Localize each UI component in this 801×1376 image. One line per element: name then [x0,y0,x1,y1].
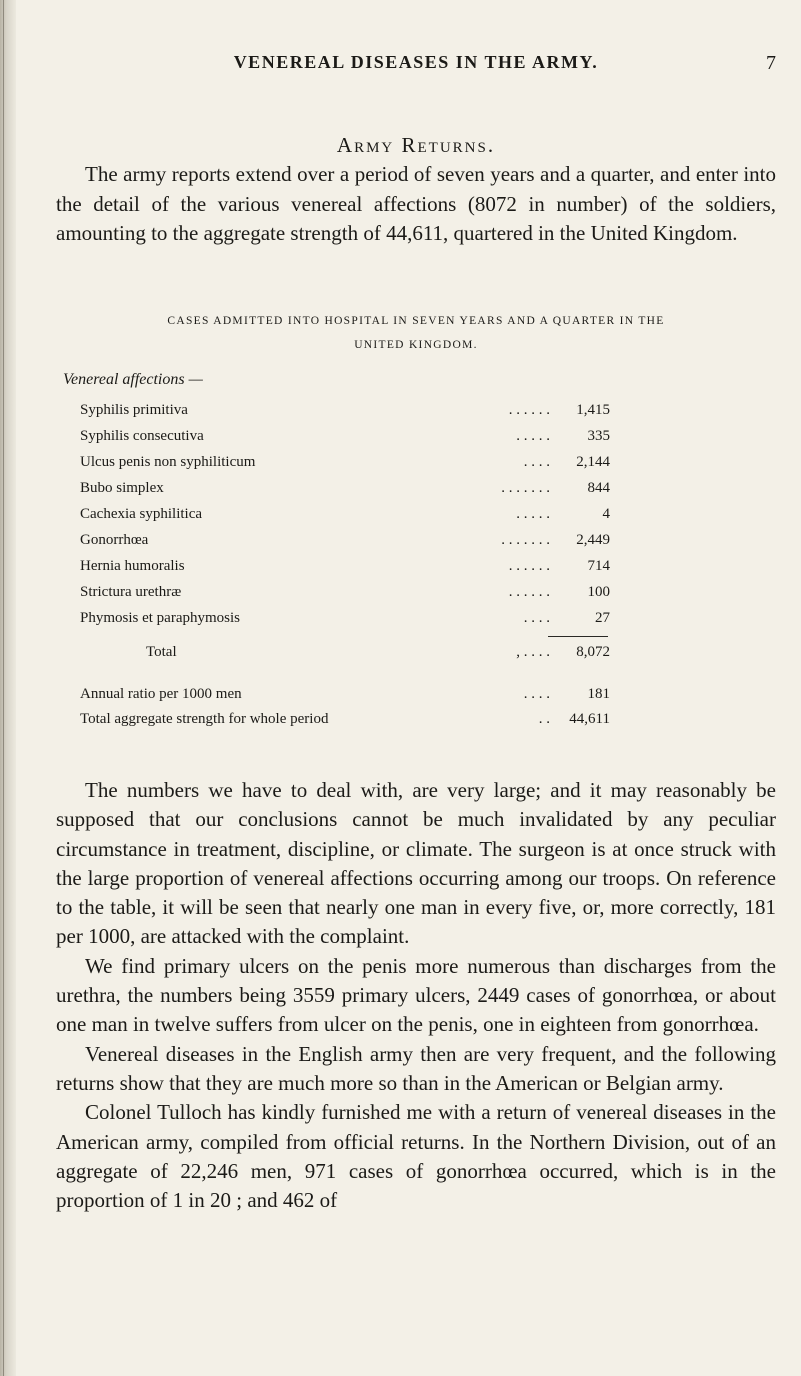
row-label: Ulcus penis non syphiliticum [80,454,256,470]
row-leader-dots: . . . . . [516,428,550,444]
row-label: Syphilis primitiva [80,402,188,418]
annual-ratio-dots: . . . . [523,686,550,702]
row-leader-dots: . . . . . . . [501,480,550,496]
row-label: Syphilis consecutiva [80,428,204,444]
spine-edge-line [3,0,4,1376]
table-caption-line-2: UNITED KINGDOM. [354,339,478,351]
body-paragraph: We find primary ulcers on the penis more numerous than discharges from the urethra, the numbers being 3559 primary ulcers, 2449 cases of gonorrhœa, or about one man in twelve suffers from ulcer on the penis, one in eighteen from gonorrhœa. [56,953,776,1037]
annual-ratio-value: 181 [587,686,610,702]
row-value: 4 [602,506,610,522]
book-spine-shadow [0,0,16,1376]
row-leader-dots: . . . . . . [508,584,550,600]
aggregate-strength-dots: . . [538,711,550,727]
row-label: Gonorrhœa [80,532,149,548]
table-caption-line-1: CASES ADMITTED INTO HOSPITAL IN SEVEN YEARS AND A QUARTER IN THE [167,315,665,327]
intro-text: The army reports extend over a period of seven years and a quarter, and enter into the detail of the various venereal affections (8072 in number) of the soldiers, amounting to the aggregate strength of 44,611, quartered in the United Kingdom. [56,162,776,245]
section-title: Army Returns. [336,133,496,157]
row-label: Hernia humoralis [80,558,185,574]
annual-ratio-label: Annual ratio per 1000 men [80,686,242,702]
row-value: 100 [587,584,610,600]
row-label: Cachexia syphilitica [80,506,203,522]
total-label: Total [146,644,177,660]
body-paragraph: Colonel Tulloch has kindly furnished me with a return of venereal diseases in the American army, compiled from official returns. In the Northern Division, out of an aggregate of 22,246 men, 971 cases of gonorrhœa occurred, which is in the proportion of 1 in 20 ; and 462 of [56,1100,776,1213]
annual-ratio-row [80,686,610,708]
row-label: Phymosis et paraphymosis [80,610,240,626]
row-label: Bubo simplex [80,480,164,496]
row-leader-dots: . . . . . . [508,402,550,418]
row-leader-dots: . . . . [523,454,550,470]
table-group-heading: Venereal affections — [63,371,203,388]
row-value: 844 [587,480,610,496]
row-value: 2,449 [576,532,610,548]
table-row [80,454,610,476]
body-paragraph: Venereal diseases in the English army then are very frequent, and the following returns show that they are much more so than in the American or Belgian army. [56,1041,776,1095]
row-leader-dots: . . . . . . [508,558,550,574]
row-leader-dots: . . . . . [516,506,550,522]
row-leader-dots: . . . . . . . [501,532,550,548]
row-label: Strictura urethræ [80,584,182,600]
table-row [80,610,610,632]
aggregate-strength-row [80,711,610,733]
row-value: 714 [587,558,610,574]
table-row [80,558,610,580]
table-row [80,532,610,554]
aggregate-strength-value: 44,611 [569,711,610,727]
table-row [80,584,610,606]
body-text [56,776,776,1215]
row-leader-dots: . . . . [523,610,550,626]
total-value: 8,072 [576,644,610,660]
running-head: VENEREAL DISEASES IN THE ARMY. [233,52,599,72]
row-value: 27 [595,610,610,626]
total-row [80,644,610,666]
table-row [80,506,610,528]
table-row [80,402,610,424]
row-value: 1,415 [576,402,610,418]
table-row [80,428,610,450]
table-row [80,480,610,502]
aggregate-strength-label: Total aggregate strength for whole period [80,711,329,727]
row-value: 335 [587,428,610,444]
row-value: 2,144 [576,454,610,470]
body-paragraph: The numbers we have to deal with, are very large; and it may reasonably be supposed that our conclusions cannot be much invalidated by any peculiar circumstance in treatment, discipline, or climate. The surgeon is at once struck with the large proportion of venereal affections occurring among our troops. On reference to the table, it will be seen that nearly one man in every five, or, more correctly, 181 per 1000, are attacked with the complaint. [56,778,776,949]
total-rule [548,636,608,637]
page-number: 7 [766,52,776,74]
intro-paragraph [56,160,776,249]
total-leader-dots: , . . . . [516,644,550,660]
